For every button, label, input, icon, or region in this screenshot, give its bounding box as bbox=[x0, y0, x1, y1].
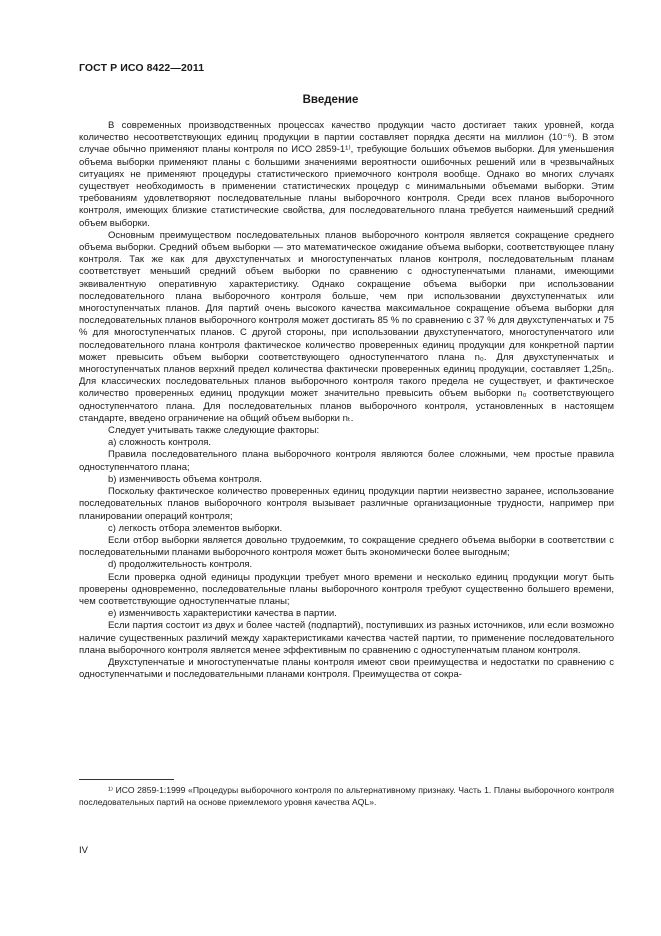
footnote: ¹⁾ ИСО 2859-1:1999 «Процедуры выборочного контроля по альтернативному признаку. Часть 1. Планы выборочного контроля последовательных партий на основе приемлемого уровня качества AQL». bbox=[79, 785, 614, 807]
list-item-e: e) изменчивость характеристики качества в партии. bbox=[108, 608, 337, 620]
page-number: IV bbox=[79, 845, 88, 856]
footnote-divider bbox=[79, 779, 174, 780]
paragraph-advantage: Основным преимуществом последовательных планов выборочного контроля является сокращение среднего объема выборки. Средний объем выборки — это математическое ожидание объема выборки, соответствующее плану контроля. Так же как для двухступенчатых и многоступенчатых планов контроля, последовательным планам соответствует меньший средний объем выборки по сравнению с одноступенчатыми планами, имеющими эквивалентную оперативную характеристику. Однако сокращение объема выборки при использовании последовательного плана выборочного контроля больше, чем при использовании двухступенчатых или многоступенчатых планов. Для партий очень высокого качества максимальное сокращение объема выборки для последовательных планов выборочного контроля может достигать 85 % по сравнению с 37 % для двухступенчатых и 75 % для многоступенчатых планов. С другой стороны, при использовании двухступенчатого, многоступенчатого или последовательного плана контроля фактическое количество проверенных единиц продукции для конкретной партии может превысить объем выборки соответствующего одноступенчатого плана n₀. Для двухступенчатых и многоступенчатых планов верхний предел количества фактически проверенных единиц продукции, составляет 1,25n₀. Для классических последовательных планов выборочного контроля такого предела не существует, и фактическое количество проверенных единиц продукции может значительно превысить объем выборки n₀ соответствующего одноступенчатого плана. Для последовательных планов выборочного контроля, установленных в настоящем стандарте, введено ограничение на общий объем выборки nₜ. bbox=[79, 229, 614, 424]
section-title: Введение bbox=[302, 94, 359, 106]
list-item-c: c) легкость отбора элементов выборки. bbox=[108, 522, 283, 534]
paragraph-c-text: Если отбор выборки является довольно трудоемким, то сокращение среднего объема выборки в соответствии с последовательными планами выборочного контроля может быть экономически более выгодным; bbox=[79, 534, 614, 559]
paragraph-a-text: Правила последовательного плана выборочного контроля являются более сложными, чем простые правила одноступенчатого плана; bbox=[79, 449, 614, 473]
paragraph-intro: В современных производственных процессах качество продукции часто достигает таких уровней, когда количество несоответствующих единиц продукции в партии составляет порядка десяти на миллион (10⁻⁶). В этом случае обычно применяют планы контроля по ИСО 2859-1¹⁾, требующие больших объемов выборки. Для уменьшения объема выборки применяют планы с большими значениями вероятности ошибочных решений или в чрезвычайных ситуациях не применяют процедуры статистического приемочного контроля вообще. Однако во многих случаях существует необходимость в применении статистических процедур с минимальными объемами выборки. Этим требованиям удовлетворяют последовательные планы выборочного контроля. Среди всех планов выборочного контроля, имеющих близкие статистические свойства, для последовательного плана требуется наименьший средний объем выборки. bbox=[79, 120, 614, 229]
standard-header: ГОСТ Р ИСО 8422—2011 bbox=[79, 62, 205, 74]
body-text bbox=[79, 120, 614, 681]
list-item-a: a) сложность контроля. bbox=[108, 437, 212, 449]
paragraph-d-text: Если проверка одной единицы продукции требует много времени и несколько единиц продукции могут быть проверены одновременно, последовательные планы выборочного контроля требуют существенно большего времени, чем соответствующие одноступенчатые планы; bbox=[79, 571, 614, 607]
paragraph-closing: Двухступенчатые и многоступенчатые планы контроля имеют свои преимущества и недостатки по сравнению с одноступенчатыми и последовательными планами контроля. Преимущества от сокра- bbox=[79, 656, 614, 681]
paragraph-factors-lead: Следует учитывать также следующие факторы: bbox=[108, 425, 320, 437]
paragraph-e-text: Если партия состоит из двух и более частей (подпартий), поступивших из разных источников, или если возможно наличие существенных различий между характеристиками качества частей партии, то применение последовательного плана выборочного контроля является менее эффективным по сравнению с одноступенчатым планом контроля. bbox=[79, 620, 614, 656]
list-item-b: b) изменчивость объема контроля. bbox=[108, 473, 262, 485]
paragraph-b-text: Поскольку фактическое количество проверенных единиц продукции партии неизвестно заранее, использование последовательных планов выборочного контроля вызывает различные организационные трудности, например при планировании операций контроля; bbox=[79, 486, 614, 522]
list-item-d: d) продолжительность контроля. bbox=[108, 559, 253, 571]
